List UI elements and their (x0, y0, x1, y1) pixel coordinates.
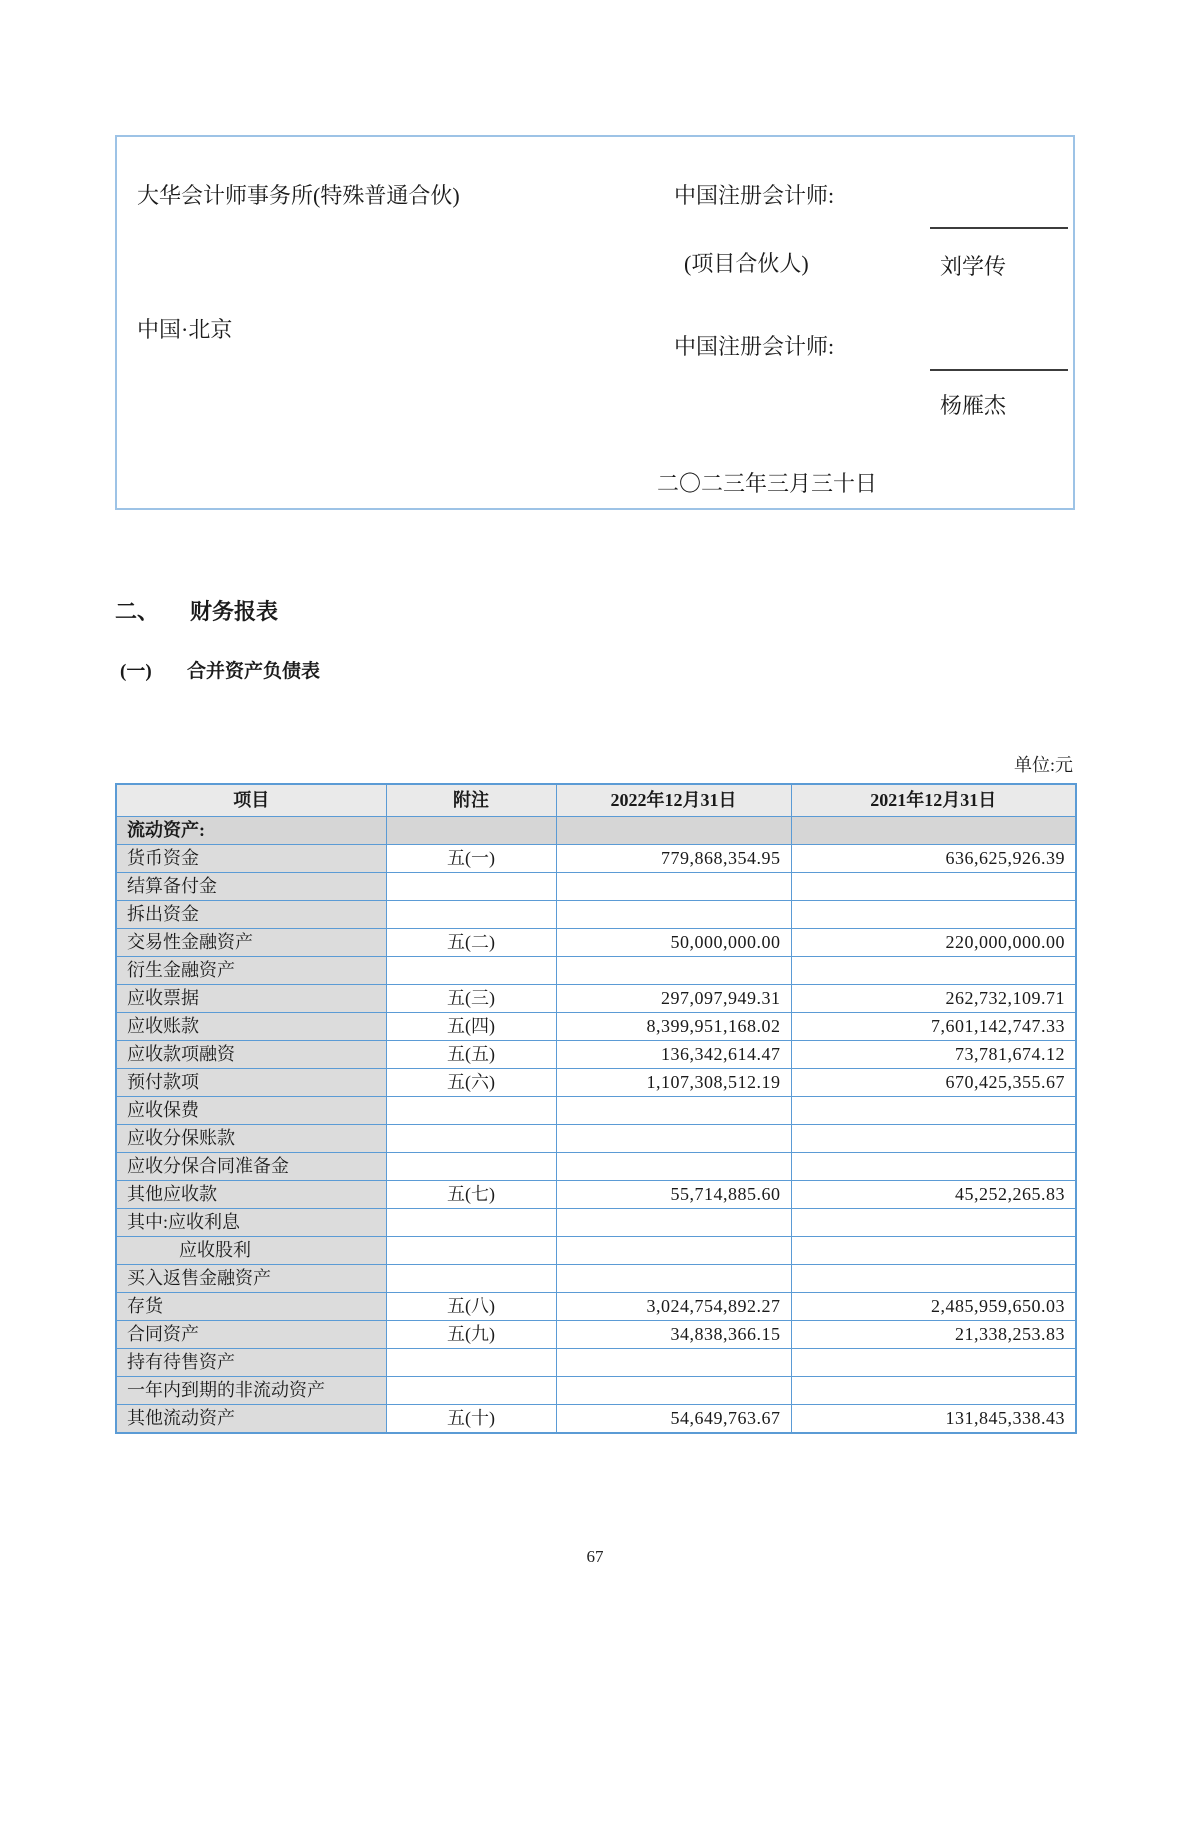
firm-location: 中国·北京 (137, 317, 233, 342)
value-2021-cell (791, 816, 1076, 844)
table-row (116, 872, 1076, 900)
cpa-label-first: 中国注册会计师: (674, 183, 835, 208)
subsection-title: 合并资产负债表 (187, 661, 321, 682)
note-cell (386, 1236, 556, 1264)
note-cell (386, 1264, 556, 1292)
value-2021-cell: 262,732,109.71 (791, 984, 1076, 1012)
note-cell (386, 1152, 556, 1180)
report-date: 二〇二三年三月三十日 (657, 471, 878, 496)
value-2022-cell (556, 1208, 791, 1236)
value-2022-cell (556, 872, 791, 900)
subsection-heading (115, 656, 1075, 683)
note-cell (386, 1124, 556, 1152)
value-2021-cell: 7,601,142,747.33 (791, 1012, 1076, 1040)
value-2021-cell: 73,781,674.12 (791, 1040, 1076, 1068)
value-2022-cell (556, 956, 791, 984)
note-cell: 五(十) (386, 1404, 556, 1433)
value-2021-cell (791, 1124, 1076, 1152)
column-header: 附注 (386, 784, 556, 816)
table-row (116, 1320, 1076, 1348)
item-cell: 持有待售资产 (116, 1348, 386, 1376)
note-cell (386, 1348, 556, 1376)
value-2022-cell (556, 1124, 791, 1152)
signature-line-second (930, 369, 1068, 371)
item-cell: 存货 (116, 1292, 386, 1320)
table-row (116, 1068, 1076, 1096)
value-2022-cell: 1,107,308,512.19 (556, 1068, 791, 1096)
value-2022-cell: 55,714,885.60 (556, 1180, 791, 1208)
table-row (116, 1264, 1076, 1292)
value-2022-cell: 8,399,951,168.02 (556, 1012, 791, 1040)
note-cell: 五(七) (386, 1180, 556, 1208)
value-2022-cell (556, 1096, 791, 1124)
value-2021-cell (791, 1376, 1076, 1404)
value-2021-cell (791, 900, 1076, 928)
table-row (116, 1012, 1076, 1040)
item-cell: 拆出资金 (116, 900, 386, 928)
value-2022-cell: 54,649,763.67 (556, 1404, 791, 1433)
signature-line-first (930, 227, 1068, 229)
item-cell: 应收保费 (116, 1096, 386, 1124)
column-header: 2022年12月31日 (556, 784, 791, 816)
section-row (116, 816, 1076, 844)
value-2022-cell (556, 900, 791, 928)
value-2021-cell (791, 1348, 1076, 1376)
value-2022-cell (556, 1376, 791, 1404)
cpa-name-second: 杨雁杰 (940, 393, 1007, 418)
column-header: 项目 (116, 784, 386, 816)
audit-signature-box (115, 135, 1075, 510)
value-2021-cell (791, 1236, 1076, 1264)
item-cell: 结算备付金 (116, 872, 386, 900)
note-cell: 五(六) (386, 1068, 556, 1096)
note-cell: 五(三) (386, 984, 556, 1012)
value-2021-cell: 670,425,355.67 (791, 1068, 1076, 1096)
cpa-label-second: 中国注册会计师: (674, 334, 835, 359)
value-2021-cell (791, 1096, 1076, 1124)
item-cell: 应收分保账款 (116, 1124, 386, 1152)
value-2021-cell: 636,625,926.39 (791, 844, 1076, 872)
value-2022-cell: 34,838,366.15 (556, 1320, 791, 1348)
value-2021-cell: 21,338,253.83 (791, 1320, 1076, 1348)
value-2021-cell (791, 956, 1076, 984)
section-number: 二、 (115, 599, 160, 624)
table-row (116, 1096, 1076, 1124)
table-row (116, 1292, 1076, 1320)
table-row (116, 1152, 1076, 1180)
value-2021-cell: 2,485,959,650.03 (791, 1292, 1076, 1320)
audit-firm-name: 大华会计师事务所(特殊普通合伙) (137, 183, 460, 208)
note-cell: 五(二) (386, 928, 556, 956)
value-2022-cell (556, 1348, 791, 1376)
value-2022-cell: 297,097,949.31 (556, 984, 791, 1012)
note-cell: 五(九) (386, 1320, 556, 1348)
table-row (116, 956, 1076, 984)
note-cell (386, 900, 556, 928)
note-cell (386, 872, 556, 900)
note-cell (386, 956, 556, 984)
unit-note: 单位:元 (1013, 755, 1073, 775)
item-cell: 应收分保合同准备金 (116, 1152, 386, 1180)
item-cell: 应收款项融资 (116, 1040, 386, 1068)
value-2021-cell (791, 872, 1076, 900)
item-cell: 合同资产 (116, 1320, 386, 1348)
item-cell: 应收票据 (116, 984, 386, 1012)
balance-sheet-table (115, 783, 1077, 1434)
item-cell: 一年内到期的非流动资产 (116, 1376, 386, 1404)
item-cell: 应收股利 (116, 1236, 386, 1264)
page-number: 67 (586, 1546, 604, 1566)
document-content (115, 135, 1075, 1567)
item-cell: 其他应收款 (116, 1180, 386, 1208)
section-title: 财务报表 (190, 599, 279, 624)
column-header: 2021年12月31日 (791, 784, 1076, 816)
subsection-number: (一) (120, 661, 152, 682)
value-2022-cell (556, 1264, 791, 1292)
item-cell: 买入返售金融资产 (116, 1264, 386, 1292)
table-row (116, 1404, 1076, 1433)
section-heading (115, 595, 1075, 626)
note-cell: 五(一) (386, 844, 556, 872)
value-2021-cell: 220,000,000.00 (791, 928, 1076, 956)
table-row (116, 1236, 1076, 1264)
note-cell: 五(八) (386, 1292, 556, 1320)
item-cell: 预付款项 (116, 1068, 386, 1096)
item-cell: 衍生金融资产 (116, 956, 386, 984)
item-cell: 流动资产: (116, 816, 386, 844)
partner-label: (项目合伙人) (684, 251, 809, 276)
value-2022-cell (556, 816, 791, 844)
note-cell (386, 1208, 556, 1236)
value-2022-cell (556, 1236, 791, 1264)
table-row (116, 928, 1076, 956)
table-row (116, 1040, 1076, 1068)
item-cell: 货币资金 (116, 844, 386, 872)
table-row (116, 1376, 1076, 1404)
cpa-name-first: 刘学传 (940, 254, 1007, 279)
note-cell (386, 816, 556, 844)
item-cell: 其中:应收利息 (116, 1208, 386, 1236)
note-cell: 五(四) (386, 1012, 556, 1040)
value-2021-cell: 131,845,338.43 (791, 1404, 1076, 1433)
value-2021-cell (791, 1264, 1076, 1292)
table-row (116, 1124, 1076, 1152)
item-cell: 应收账款 (116, 1012, 386, 1040)
table-row (116, 900, 1076, 928)
note-cell: 五(五) (386, 1040, 556, 1068)
value-2021-cell (791, 1152, 1076, 1180)
table-row (116, 984, 1076, 1012)
value-2021-cell (791, 1208, 1076, 1236)
note-cell (386, 1096, 556, 1124)
value-2022-cell (556, 1152, 791, 1180)
table-row (116, 1348, 1076, 1376)
item-cell: 交易性金融资产 (116, 928, 386, 956)
table-row (116, 844, 1076, 872)
value-2021-cell: 45,252,265.83 (791, 1180, 1076, 1208)
value-2022-cell: 136,342,614.47 (556, 1040, 791, 1068)
table-row (116, 1180, 1076, 1208)
value-2022-cell: 3,024,754,892.27 (556, 1292, 791, 1320)
value-2022-cell: 50,000,000.00 (556, 928, 791, 956)
item-cell: 其他流动资产 (116, 1404, 386, 1433)
value-2022-cell: 779,868,354.95 (556, 844, 791, 872)
note-cell (386, 1376, 556, 1404)
table-row (116, 1208, 1076, 1236)
table-header-row (116, 784, 1076, 816)
